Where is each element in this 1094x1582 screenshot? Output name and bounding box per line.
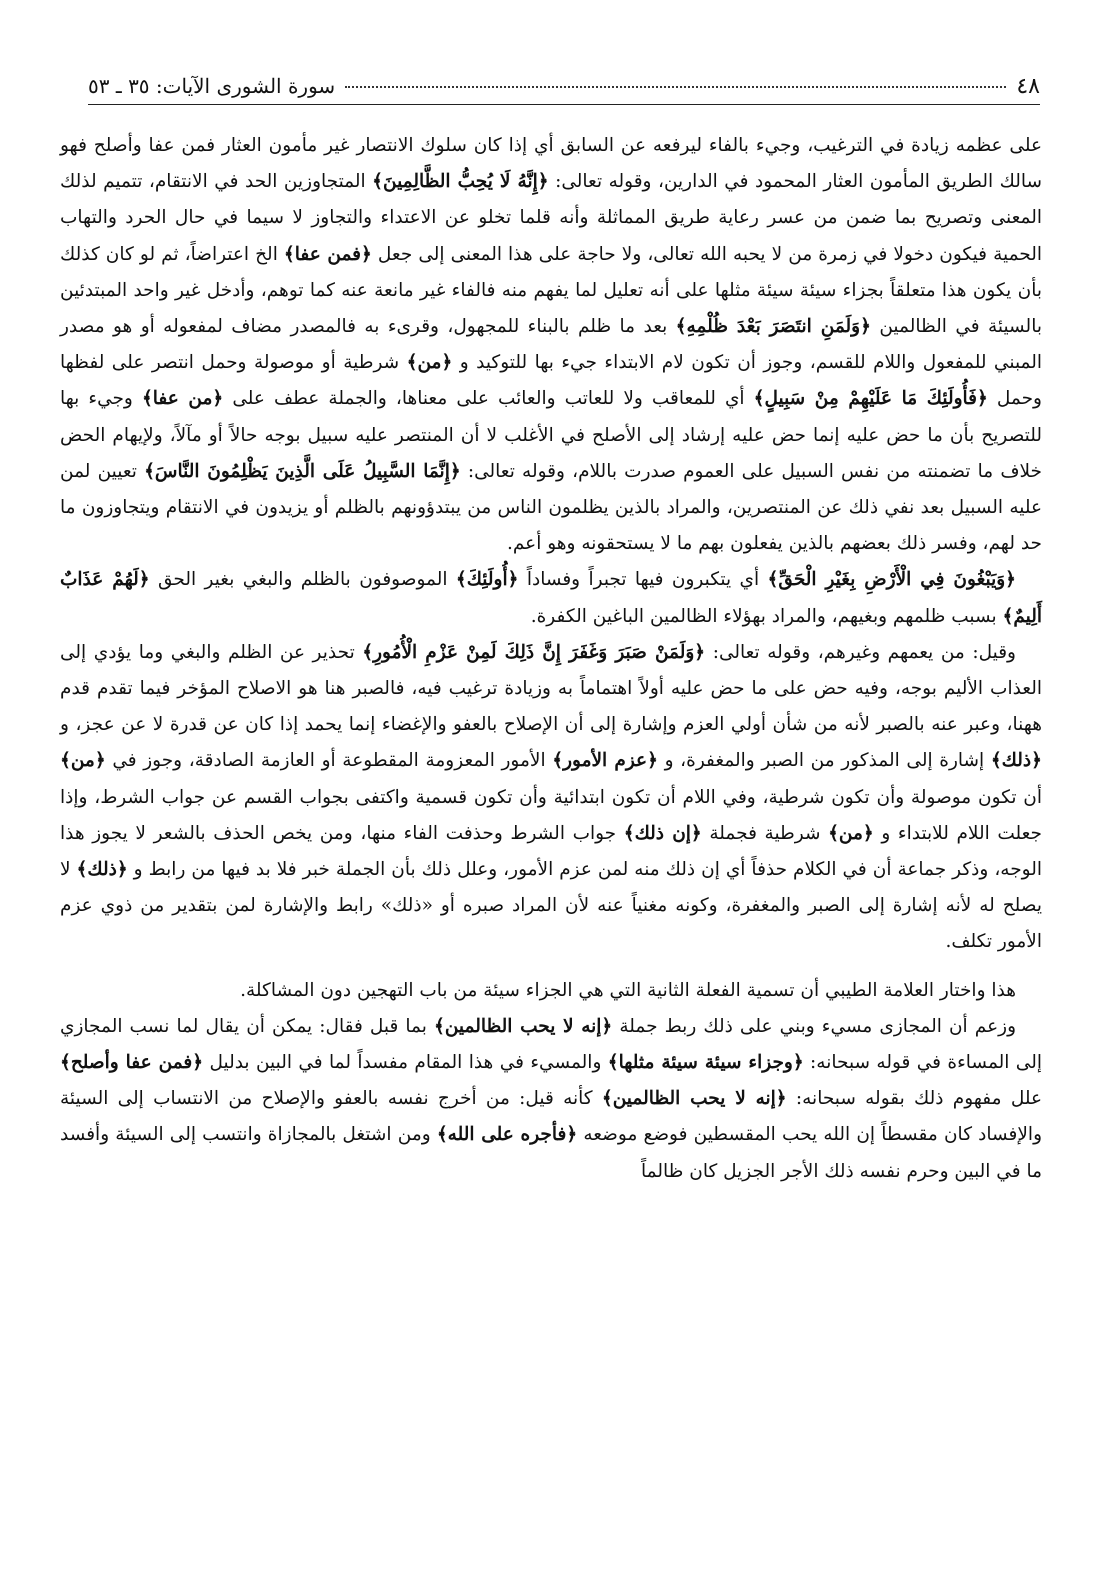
- quran-quote: ﴿إن ذلك﴾: [623, 822, 702, 844]
- quran-quote: ﴿من﴾: [828, 822, 874, 844]
- quran-quote: ﴿من عفا﴾: [141, 388, 224, 410]
- quran-quote: ﴿فمن عفا وأصلح﴾: [60, 1052, 204, 1074]
- text-run: الأمور المعزومة المقطوعة أو العازمة الصادقة، وجوز في: [105, 750, 553, 772]
- quran-quote: ﴿أُولَئِكَ﴾: [455, 569, 519, 591]
- text-run: والمسيء في هذا المقام مفسداً لما في البين بدليل: [203, 1052, 608, 1074]
- text-run: شرطية فجملة: [701, 822, 829, 844]
- text-run: أن تكون موصولة وأن تكون شرطية، وفي اللام أن تكون ابتدائية وأن تكون قسمية واكتفى بجواب القسم عن جواب الشرط، وإذا جعلت اللام للابتداء و: [60, 786, 1042, 844]
- quran-quote: ﴿فأجره على الله﴾: [436, 1124, 578, 1146]
- quran-quote: ﴿ذلك﴾: [76, 859, 128, 881]
- paragraph: [60, 128, 1042, 562]
- text-run: تعيين لمن عليه السبيل بعد نفي ذلك عن المنتصرين، والمراد بالذين يظلمون الناس من يبتدؤونهم بالظلم أو يزيدون في الانتقام ويتجاوزون ما حد لهم، وفسر ذلك بعضهم بالذين يفعلون بهم ما لا يستحقونه وهو أعم.: [60, 460, 1042, 555]
- paragraph: [60, 973, 1042, 1009]
- text-run: أي للمعاقب ولا للعاتب والعائب على معناها، والجملة عطف على: [223, 388, 754, 410]
- quran-quote: ﴿ذلك﴾: [990, 750, 1042, 772]
- quran-quote: ﴿وَلَمَنْ صَبَرَ وَغَفَرَ إِنَّ ذَلِكَ لَمِنْ عَزْمِ الْأُمُورِ﴾: [362, 641, 706, 663]
- text-run: هذا واختار العلامة الطيبي أن تسمية الفعلة الثانية التي هي الجزاء سيئة من باب التهجين دون المشاكلة.: [240, 979, 1016, 1001]
- text-run: الموصوفون بالظلم والبغي بغير الحق: [149, 569, 456, 591]
- quran-quote: ﴿إِنَّمَا السَّبِيلُ عَلَى الَّذِينَ يَظْلِمُونَ النَّاسَ﴾: [144, 460, 461, 482]
- text-run: وزعم أن المجازى مسيء وبني على ذلك ربط جملة: [612, 1015, 1016, 1037]
- quran-quote: ﴿فَأُولَئِكَ مَا عَلَيْهِمْ مِنْ سَبِيلٍ﴾: [753, 388, 988, 410]
- quran-quote: ﴿وجزاء سيئة سيئة مثلها﴾: [607, 1052, 804, 1074]
- text-run: المتجاوزين الحد في الانتقام، تتميم لذلك المعنى وتصريح بما ضمن من عسر رعاية طريق المماثلة وأنه قلما تخلو عن الاعتداء والتجاوز لا سيما في حال الحرد والتهاب الحمية فيكون دخولا في زمرة من لا يحبه الله تعالى، ولا حاجة على هذا المعنى إلى جعل: [60, 171, 1042, 265]
- text-run: جواب الشرط وحذفت الفاء منها، ومن يخص الحذف بالشعر لا يجوز هذا الوجه، وذكر جماعة أن في الكلام حذفاً أي إن ذلك منه لمن عزم الأمور، وعلل ذلك بأن الجملة خبر فلا بد فيها من رابط و: [60, 822, 1042, 881]
- text-run: وقيل: من يعمهم وغيرهم، وقوله تعالى:: [705, 641, 1016, 663]
- text-run: لا يصلح له لأنه إشارة إلى الصبر والمغفرة، وكونه مغنياً عنه لأن المراد صبره أو «ذلك» رابط والإشارة لمن بتقدير من ذوي عزم الأمور تكلف.: [60, 859, 1042, 953]
- text-run: علل مفهوم ذلك بقوله سبحانه:: [786, 1088, 1043, 1110]
- text-run: وجيء بها للتصريح بأن ما حض عليه إنما حض عليه إرشاد إلى الأصلح في الأغلب لا أن المنتصر عليه سبيل بوجه حالاً أو مآلاً، ولإيهام الحض خلاف ما تضمنته من نفس السبيل على العموم صدرت باللام، وقوله تعالى:: [60, 388, 1042, 482]
- quran-quote: ﴿من﴾: [406, 352, 453, 374]
- text-run: تحذير عن الظلم والبغي وما يؤدي إلى العذاب الأليم بوجه، وفيه حض على ما حض عليه أولاً اهتماماً به وزيادة ترغيب فيه، فالصبر هنا هو الاصلاح المؤخر فيما تقدم قدم ههنا، وعبر عنه بالصبر لأنه من شأن أولي العزم وإشارة إلى أن الإصلاح بالعفو والإغضاء إنما يحمد إذا كان عن قدرة لا عن عجز، و: [60, 641, 1042, 736]
- text-run: بعد ما ظلم بالبناء للمجهول، وقرىء به فالمصدر مضاف لمفعوله أو هو مصدر المبني للمفعول واللام للقسم، وجوز أن تكون لام الابتداء جيء بها للتوكيد و: [60, 316, 1042, 374]
- text-run: كأنه قيل: من أخرج نفسه بالعفو والإصلاح من الانتساب إلى السيئة والإفساد كان مقسطاً إن الله يحب المقسطين فوضع موضعه: [60, 1088, 1043, 1146]
- quran-quote: ﴿إنه لا يحب الظالمين﴾: [601, 1088, 787, 1110]
- quran-quote: ﴿إنه لا يحب الظالمين﴾: [434, 1015, 613, 1037]
- text-run: الخ اعتراضاً، ثم لو كان كذلك بأن يكون هذا متعلقاً بجزاء سيئة سيئة مثلها على أنه تعليل لما يفهم منه فالفاء غير مانعة عنه كما توهم، وأدخل غير واحد المبتدئين بالسيئة في الظالمين: [60, 243, 1042, 338]
- text-run: بسبب ظلمهم وبغيهم، والمراد بهؤلاء الظالمين الباغين الكفرة.: [530, 605, 1003, 627]
- text-run: على عظمه زيادة في الترغيب، وجيء بالفاء ليرفعه عن السابق أي إذا كان سلوك الانتصار غير مأمون العثار فمن عفا وأصلح فهو سالك الطريق المأمون العثار المحمود في الدارين، وقوله تعالى:: [60, 135, 1042, 193]
- surah-title: سورة الشورى الآيات: ٣٥ ـ ٥٣: [88, 74, 336, 98]
- text-run: إشارة إلى المذكور من الصبر والمغفرة، و: [657, 750, 991, 772]
- quran-quote: ﴿وَيَبْغُونَ فِي الْأَرْضِ بِغَيْرِ الْحَقِّ﴾: [767, 569, 1017, 591]
- quran-quote: ﴿لَهُمْ عَذَابٌ أَلِيمٌ﴾: [60, 569, 1042, 627]
- text-run: شرطية أو موصولة وحمل انتصر على لفظها وحمل: [60, 352, 1042, 410]
- quran-quote: ﴿وَلَمَنِ انتَصَرَ بَعْدَ ظُلْمِهِ﴾: [675, 316, 871, 338]
- quran-quote: ﴿من﴾: [60, 750, 106, 772]
- text-run: أي يتكبرون فيها تجبراً وفساداً: [518, 569, 768, 591]
- commentary-text: [60, 128, 1042, 1570]
- header-leader-dots: [345, 85, 1006, 88]
- paragraph: [60, 1009, 1042, 1190]
- text-run: بما قبل فقال: يمكن أن يقال لما نسب المجازي إلى المساءة في قوله سبحانه:: [60, 1015, 1042, 1074]
- running-header: [88, 68, 1040, 105]
- paragraph: [60, 635, 1042, 961]
- paragraph: [60, 562, 1042, 634]
- text-run: ومن اشتغل بالمجازاة وانتسب إلى السيئة وأفسد ما في البين وحرم نفسه ذلك الأجر الجزيل كان ظالماً: [60, 1124, 1042, 1182]
- page-number: ٤٨: [1016, 73, 1040, 99]
- quran-quote: ﴿فمن عفا﴾: [283, 243, 372, 265]
- quran-quote: ﴿عزم الأمور﴾: [552, 750, 658, 772]
- quran-quote: ﴿إِنَّهُ لَا يُحِبُّ الظَّالِمِينَ﴾: [372, 171, 549, 193]
